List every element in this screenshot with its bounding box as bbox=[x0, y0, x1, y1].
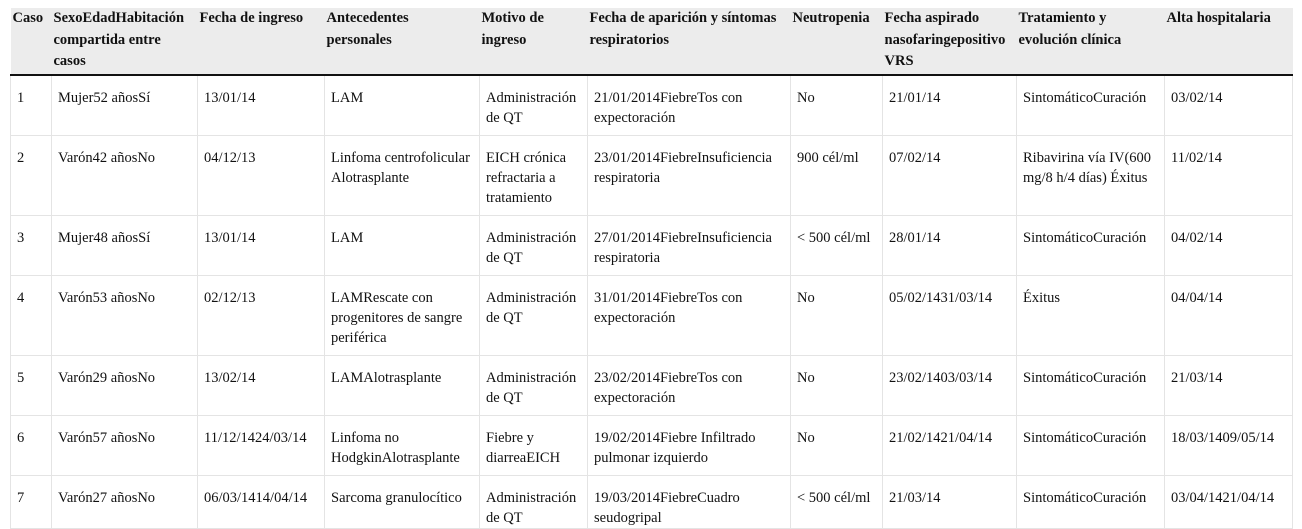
cell-tratamiento: SintomáticoCuración bbox=[1017, 215, 1165, 275]
cell-fecha-aspirado: 05/02/1431/03/14 bbox=[883, 275, 1017, 355]
cell-tratamiento: Éxitus bbox=[1017, 275, 1165, 355]
header-tratamiento: Tratamiento y evolución clínica bbox=[1017, 8, 1165, 75]
cell-motivo: Administración de QT bbox=[480, 215, 588, 275]
cell-caso: 6 bbox=[11, 415, 52, 475]
cell-fecha-aparicion: 23/02/2014FiebreTos con expectoración bbox=[588, 355, 791, 415]
cell-alta: 03/04/1421/04/14 bbox=[1165, 475, 1293, 528]
cell-alta: 18/03/1409/05/14 bbox=[1165, 415, 1293, 475]
cell-alta: 04/04/14 bbox=[1165, 275, 1293, 355]
cell-fecha-ingreso: 13/01/14 bbox=[198, 75, 325, 136]
header-fecha-aspirado: Fecha aspirado nasofaringepositivo VRS bbox=[883, 8, 1017, 75]
cell-tratamiento: Ribavirina vía IV(600 mg/8 h/4 días) Éxitus bbox=[1017, 135, 1165, 215]
table-row bbox=[11, 135, 1293, 215]
clinical-cases-table bbox=[10, 8, 1293, 529]
cell-alta: 21/03/14 bbox=[1165, 355, 1293, 415]
cell-sexo-edad: Varón57 añosNo bbox=[52, 415, 198, 475]
cell-sexo-edad: Varón29 añosNo bbox=[52, 355, 198, 415]
cell-neutropenia: No bbox=[791, 275, 883, 355]
cell-tratamiento: SintomáticoCuración bbox=[1017, 475, 1165, 528]
table-row bbox=[11, 415, 1293, 475]
cell-motivo: Fiebre y diarreaEICH bbox=[480, 415, 588, 475]
cell-antecedentes: Linfoma no HodgkinAlotrasplante bbox=[325, 415, 480, 475]
header-caso: Caso bbox=[11, 8, 52, 75]
cell-motivo: Administración de QT bbox=[480, 475, 588, 528]
cell-caso: 1 bbox=[11, 75, 52, 136]
cell-neutropenia: < 500 cél/ml bbox=[791, 215, 883, 275]
cell-neutropenia: 900 cél/ml bbox=[791, 135, 883, 215]
table-row bbox=[11, 275, 1293, 355]
cell-fecha-aparicion: 21/01/2014FiebreTos con expectoración bbox=[588, 75, 791, 136]
cell-motivo: Administración de QT bbox=[480, 355, 588, 415]
cell-caso: 3 bbox=[11, 215, 52, 275]
cell-fecha-ingreso: 02/12/13 bbox=[198, 275, 325, 355]
cell-antecedentes: Linfoma centrofolicular Alotrasplante bbox=[325, 135, 480, 215]
table-row bbox=[11, 75, 1293, 136]
cell-caso: 2 bbox=[11, 135, 52, 215]
cell-antecedentes: LAMRescate con progenitores de sangre periférica bbox=[325, 275, 480, 355]
cell-caso: 5 bbox=[11, 355, 52, 415]
header-motivo-ingreso: Motivo de ingreso bbox=[480, 8, 588, 75]
table-row bbox=[11, 475, 1293, 528]
cell-neutropenia: No bbox=[791, 75, 883, 136]
header-fecha-aparicion: Fecha de aparición y síntomas respiratorios bbox=[588, 8, 791, 75]
header-sexo-edad-habitacion: SexoEdadHabitación compartida entre casos bbox=[52, 8, 198, 75]
cell-fecha-aspirado: 21/02/1421/04/14 bbox=[883, 415, 1017, 475]
cell-fecha-ingreso: 13/02/14 bbox=[198, 355, 325, 415]
cell-fecha-aspirado: 28/01/14 bbox=[883, 215, 1017, 275]
cell-neutropenia: No bbox=[791, 415, 883, 475]
cell-sexo-edad: Varón53 añosNo bbox=[52, 275, 198, 355]
cell-antecedentes: LAM bbox=[325, 75, 480, 136]
cell-fecha-aparicion: 23/01/2014FiebreInsuficiencia respiratoria bbox=[588, 135, 791, 215]
cell-sexo-edad: Mujer52 añosSí bbox=[52, 75, 198, 136]
cell-motivo: Administración de QT bbox=[480, 275, 588, 355]
cell-fecha-ingreso: 11/12/1424/03/14 bbox=[198, 415, 325, 475]
table-body bbox=[11, 75, 1293, 529]
cell-fecha-ingreso: 13/01/14 bbox=[198, 215, 325, 275]
table-header bbox=[11, 8, 1293, 75]
cell-caso: 7 bbox=[11, 475, 52, 528]
cell-fecha-ingreso: 04/12/13 bbox=[198, 135, 325, 215]
cell-caso: 4 bbox=[11, 275, 52, 355]
header-alta: Alta hospitalaria bbox=[1165, 8, 1293, 75]
cell-tratamiento: SintomáticoCuración bbox=[1017, 355, 1165, 415]
cell-fecha-aparicion: 19/02/2014Fiebre Infiltrado pulmonar izquierdo bbox=[588, 415, 791, 475]
cell-fecha-aparicion: 27/01/2014FiebreInsuficiencia respiratoria bbox=[588, 215, 791, 275]
table-row bbox=[11, 355, 1293, 415]
header-fecha-ingreso: Fecha de ingreso bbox=[198, 8, 325, 75]
cell-alta: 03/02/14 bbox=[1165, 75, 1293, 136]
cell-fecha-aspirado: 21/03/14 bbox=[883, 475, 1017, 528]
cell-alta: 11/02/14 bbox=[1165, 135, 1293, 215]
header-row bbox=[11, 8, 1293, 75]
cell-alta: 04/02/14 bbox=[1165, 215, 1293, 275]
cell-antecedentes: LAMAlotrasplante bbox=[325, 355, 480, 415]
cell-fecha-aspirado: 07/02/14 bbox=[883, 135, 1017, 215]
cell-antecedentes: LAM bbox=[325, 215, 480, 275]
cell-fecha-aparicion: 19/03/2014FiebreCuadro seudogripal bbox=[588, 475, 791, 528]
cell-antecedentes: Sarcoma granulocítico bbox=[325, 475, 480, 528]
cell-tratamiento: SintomáticoCuración bbox=[1017, 75, 1165, 136]
cell-sexo-edad: Varón42 añosNo bbox=[52, 135, 198, 215]
cell-tratamiento: SintomáticoCuración bbox=[1017, 415, 1165, 475]
cell-sexo-edad: Varón27 añosNo bbox=[52, 475, 198, 528]
cell-fecha-aspirado: 21/01/14 bbox=[883, 75, 1017, 136]
cell-sexo-edad: Mujer48 añosSí bbox=[52, 215, 198, 275]
header-antecedentes: Antecedentes personales bbox=[325, 8, 480, 75]
cell-fecha-ingreso: 06/03/1414/04/14 bbox=[198, 475, 325, 528]
table-row bbox=[11, 215, 1293, 275]
cell-motivo: Administración de QT bbox=[480, 75, 588, 136]
header-neutropenia: Neutropenia bbox=[791, 8, 883, 75]
table-container bbox=[10, 8, 1292, 529]
cell-neutropenia: < 500 cél/ml bbox=[791, 475, 883, 528]
cell-fecha-aspirado: 23/02/1403/03/14 bbox=[883, 355, 1017, 415]
cell-fecha-aparicion: 31/01/2014FiebreTos con expectoración bbox=[588, 275, 791, 355]
cell-motivo: EICH crónica refractaria a tratamiento bbox=[480, 135, 588, 215]
cell-neutropenia: No bbox=[791, 355, 883, 415]
